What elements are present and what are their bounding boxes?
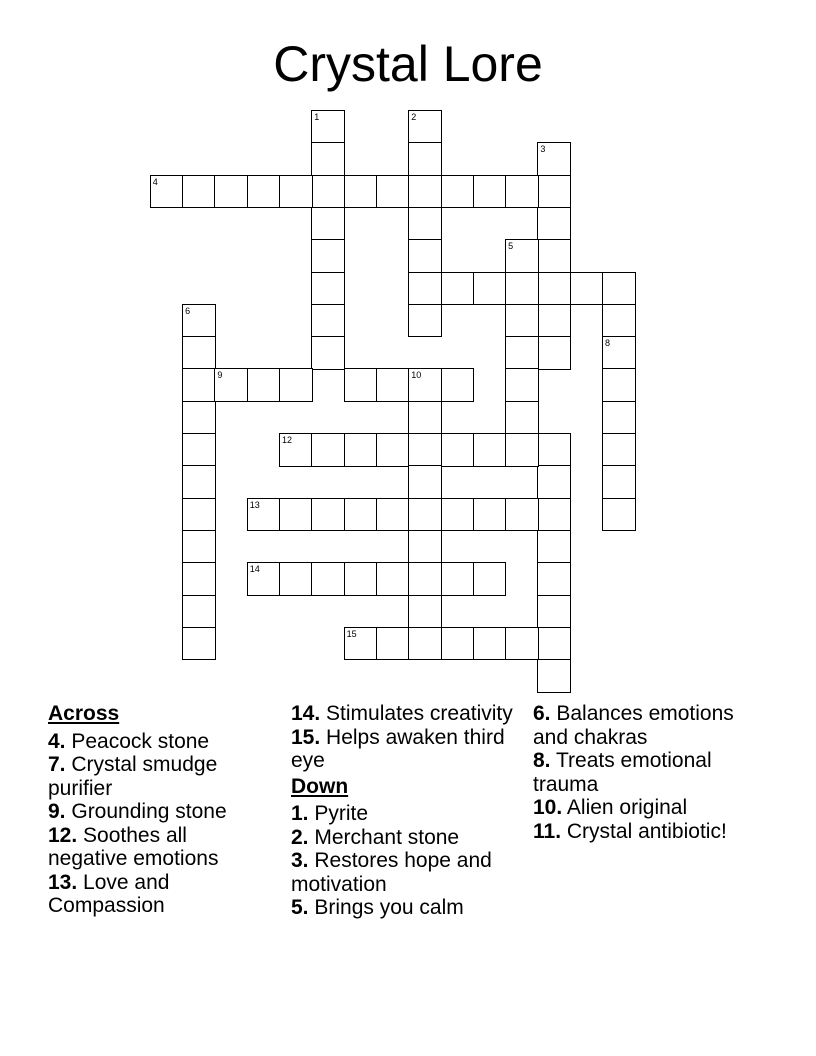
grid-cell[interactable] (376, 368, 410, 402)
clue-text: Treats emotional trauma (533, 749, 712, 796)
grid-cell[interactable] (602, 304, 636, 338)
clue-item (48, 800, 263, 824)
grid-cell[interactable] (537, 304, 571, 338)
grid-cell[interactable] (602, 433, 636, 467)
grid-cell[interactable] (408, 595, 442, 629)
clue-text: Love and Compassion (48, 870, 170, 917)
clue-number-label: 12. (48, 823, 78, 847)
grid-cell[interactable] (537, 627, 571, 661)
clue-number: 1 (314, 112, 320, 122)
clue-item (48, 871, 263, 918)
grid-cell[interactable] (408, 175, 442, 209)
grid-cell[interactable] (311, 110, 345, 144)
clue-text: Stimulates creativity (326, 702, 513, 725)
grid-cell[interactable] (182, 595, 216, 629)
grid-cell[interactable] (505, 433, 539, 467)
grid-cell[interactable] (182, 627, 216, 661)
grid-cell[interactable] (537, 659, 571, 693)
clue-number-label: 2. (291, 825, 309, 849)
grid-cell[interactable] (247, 562, 281, 596)
clue-number-label: 14. (291, 702, 321, 725)
grid-cell[interactable] (473, 175, 507, 209)
grid-cell[interactable] (408, 368, 442, 402)
grid-cell[interactable] (505, 336, 539, 370)
clue-item (291, 726, 516, 773)
grid-cell[interactable] (182, 368, 216, 402)
grid-cell[interactable] (344, 175, 378, 209)
grid-cell[interactable] (408, 465, 442, 499)
clue-number: 5 (508, 241, 514, 252)
clue-text: Peacock stone (71, 729, 210, 753)
clue-number-label: 10. (533, 796, 563, 819)
grid-cell[interactable] (182, 304, 216, 338)
clue-number: 15 (346, 628, 357, 639)
grid-cell[interactable] (247, 498, 281, 532)
clue-number: 14 (249, 564, 260, 575)
clue-number: 3 (540, 144, 546, 155)
clue-number: 4 (152, 176, 158, 187)
clue-number: 9 (217, 370, 223, 381)
clue-number-label: 11. (533, 819, 562, 843)
down-heading: Down (291, 774, 349, 798)
clue-number-label: 1. (291, 802, 309, 825)
clue-number-label: 8. (533, 749, 551, 772)
grid-cell[interactable] (279, 498, 313, 532)
grid-cell[interactable] (505, 304, 539, 338)
grid-cell[interactable] (214, 368, 248, 402)
grid-cell[interactable] (376, 175, 410, 209)
grid-cell[interactable] (537, 530, 571, 564)
grid-cell[interactable] (505, 627, 539, 661)
clue-number-label: 5. (291, 896, 309, 919)
grid-cell[interactable] (505, 498, 539, 532)
grid-cell[interactable] (311, 433, 345, 467)
grid-cell[interactable] (408, 401, 442, 435)
clue-text: Alien original (566, 796, 688, 819)
clue-item (291, 802, 516, 826)
clue-item (533, 749, 773, 796)
grid-cell[interactable] (311, 142, 345, 176)
grid-cell[interactable] (441, 627, 475, 661)
grid-cell[interactable] (311, 336, 345, 370)
grid-cell[interactable] (182, 401, 216, 435)
grid-cell[interactable] (537, 562, 571, 596)
grid-cell[interactable] (408, 142, 442, 176)
grid-cell[interactable] (408, 110, 442, 144)
grid-cell[interactable] (441, 433, 475, 467)
grid-cell[interactable] (537, 465, 571, 499)
clue-number: 13 (249, 499, 260, 510)
clue-item (533, 820, 773, 844)
grid-cell[interactable] (408, 627, 442, 661)
grid-cell[interactable] (537, 595, 571, 629)
grid-cell[interactable] (473, 562, 507, 596)
grid-cell[interactable] (441, 175, 475, 209)
clue-text: Crystal smudge purifier (48, 753, 218, 800)
grid-cell[interactable] (602, 465, 636, 499)
grid-cell[interactable] (311, 239, 345, 273)
clue-number: 6 (185, 305, 191, 316)
clue-text: Restores hope and motivation (291, 849, 492, 896)
grid-cell[interactable] (247, 368, 281, 402)
grid-cell[interactable] (602, 498, 636, 532)
down-clues-column (533, 702, 773, 843)
grid-cell[interactable] (537, 175, 571, 209)
grid-cell[interactable] (311, 272, 345, 306)
grid-cell[interactable] (473, 272, 507, 306)
across-heading: Across (48, 702, 120, 725)
grid-cell[interactable] (408, 239, 442, 273)
grid-cell[interactable] (537, 142, 571, 176)
grid-cell[interactable] (344, 433, 378, 467)
clue-number: 12 (282, 435, 293, 445)
grid-cell[interactable] (408, 207, 442, 241)
clue-number-label: 13. (48, 870, 78, 894)
grid-cell[interactable] (473, 627, 507, 661)
grid-cell[interactable] (505, 239, 539, 273)
grid-cell[interactable] (376, 627, 410, 661)
grid-cell[interactable] (214, 175, 248, 209)
grid-cell[interactable] (505, 401, 539, 435)
grid-cell[interactable] (376, 498, 410, 532)
grid-cell[interactable] (344, 627, 378, 661)
grid-cell[interactable] (311, 498, 345, 532)
grid-cell[interactable] (311, 207, 345, 241)
clue-item (291, 702, 516, 726)
grid-cell[interactable] (182, 336, 216, 370)
grid-cell[interactable] (311, 562, 345, 596)
across-clues-column (48, 702, 263, 918)
grid-cell[interactable] (182, 465, 216, 499)
grid-cell[interactable] (279, 562, 313, 596)
grid-cell[interactable] (570, 272, 604, 306)
grid-cell[interactable] (537, 207, 571, 241)
grid-cell[interactable] (344, 562, 378, 596)
clue-text: Helps awaken third eye (291, 725, 505, 772)
grid-cell[interactable] (602, 336, 636, 370)
grid-cell[interactable] (537, 498, 571, 532)
grid-cell[interactable] (311, 304, 345, 338)
clue-number-label: 3. (291, 849, 309, 872)
grid-cell[interactable] (182, 433, 216, 467)
grid-cell[interactable] (344, 368, 378, 402)
grid-cell[interactable] (279, 433, 313, 467)
grid-cell[interactable] (602, 401, 636, 435)
clue-text: Pyrite (314, 802, 369, 825)
clue-text: Crystal antibiotic! (566, 819, 727, 843)
clue-number-label: 6. (533, 702, 551, 725)
grid-cell[interactable] (473, 433, 507, 467)
grid-cell[interactable] (279, 175, 313, 209)
clue-item (533, 796, 773, 820)
clue-item (48, 753, 263, 800)
puzzle-title: Crystal Lore (273, 36, 543, 92)
clue-item (291, 826, 516, 850)
clue-item (48, 730, 263, 754)
clue-text: Brings you calm (314, 896, 464, 919)
grid-cell[interactable] (279, 368, 313, 402)
clue-number-label: 7. (48, 753, 66, 776)
grid-cell[interactable] (441, 562, 475, 596)
clue-number: 10 (411, 370, 422, 381)
clues-column-middle (291, 702, 516, 920)
grid-cell[interactable] (441, 368, 475, 402)
grid-cell[interactable] (441, 272, 475, 306)
clue-number-label: 9. (48, 800, 66, 823)
clue-text: Grounding stone (71, 800, 227, 823)
clue-number-label: 4. (48, 729, 66, 753)
grid-cell[interactable] (311, 175, 345, 209)
grid-cell[interactable] (376, 562, 410, 596)
grid-cell[interactable] (505, 175, 539, 209)
clue-text: Balances emotions and chakras (533, 702, 734, 749)
grid-cell[interactable] (537, 239, 571, 273)
grid-cell[interactable] (505, 272, 539, 306)
clue-item (291, 849, 516, 896)
grid-cell[interactable] (537, 272, 571, 306)
grid-cell[interactable] (505, 368, 539, 402)
grid-cell[interactable] (247, 175, 281, 209)
grid-cell[interactable] (408, 530, 442, 564)
clue-number-label: 15. (291, 725, 321, 749)
clue-text: Merchant stone (314, 825, 460, 849)
clue-item (291, 896, 516, 920)
grid-cell[interactable] (182, 530, 216, 564)
grid-cell[interactable] (182, 562, 216, 596)
grid-cell[interactable] (408, 498, 442, 532)
grid-cell[interactable] (376, 433, 410, 467)
grid-cell[interactable] (602, 368, 636, 402)
clue-number: 8 (605, 338, 611, 349)
grid-cell[interactable] (182, 175, 216, 209)
clue-number: 2 (411, 112, 417, 122)
grid-cell[interactable] (408, 304, 442, 338)
grid-cell[interactable] (473, 498, 507, 532)
grid-cell[interactable] (182, 498, 216, 532)
grid-cell[interactable] (537, 336, 571, 370)
clue-text: Soothes all negative emotions (48, 823, 219, 870)
clue-item (48, 824, 263, 871)
grid-cell[interactable] (344, 498, 378, 532)
grid-cell[interactable] (408, 562, 442, 596)
grid-cell[interactable] (537, 433, 571, 467)
grid-cell[interactable] (408, 272, 442, 306)
grid-cell[interactable] (602, 272, 636, 306)
clue-item (533, 702, 773, 749)
grid-cell[interactable] (408, 433, 442, 467)
grid-cell[interactable] (441, 498, 475, 532)
grid-cell[interactable] (150, 175, 184, 209)
